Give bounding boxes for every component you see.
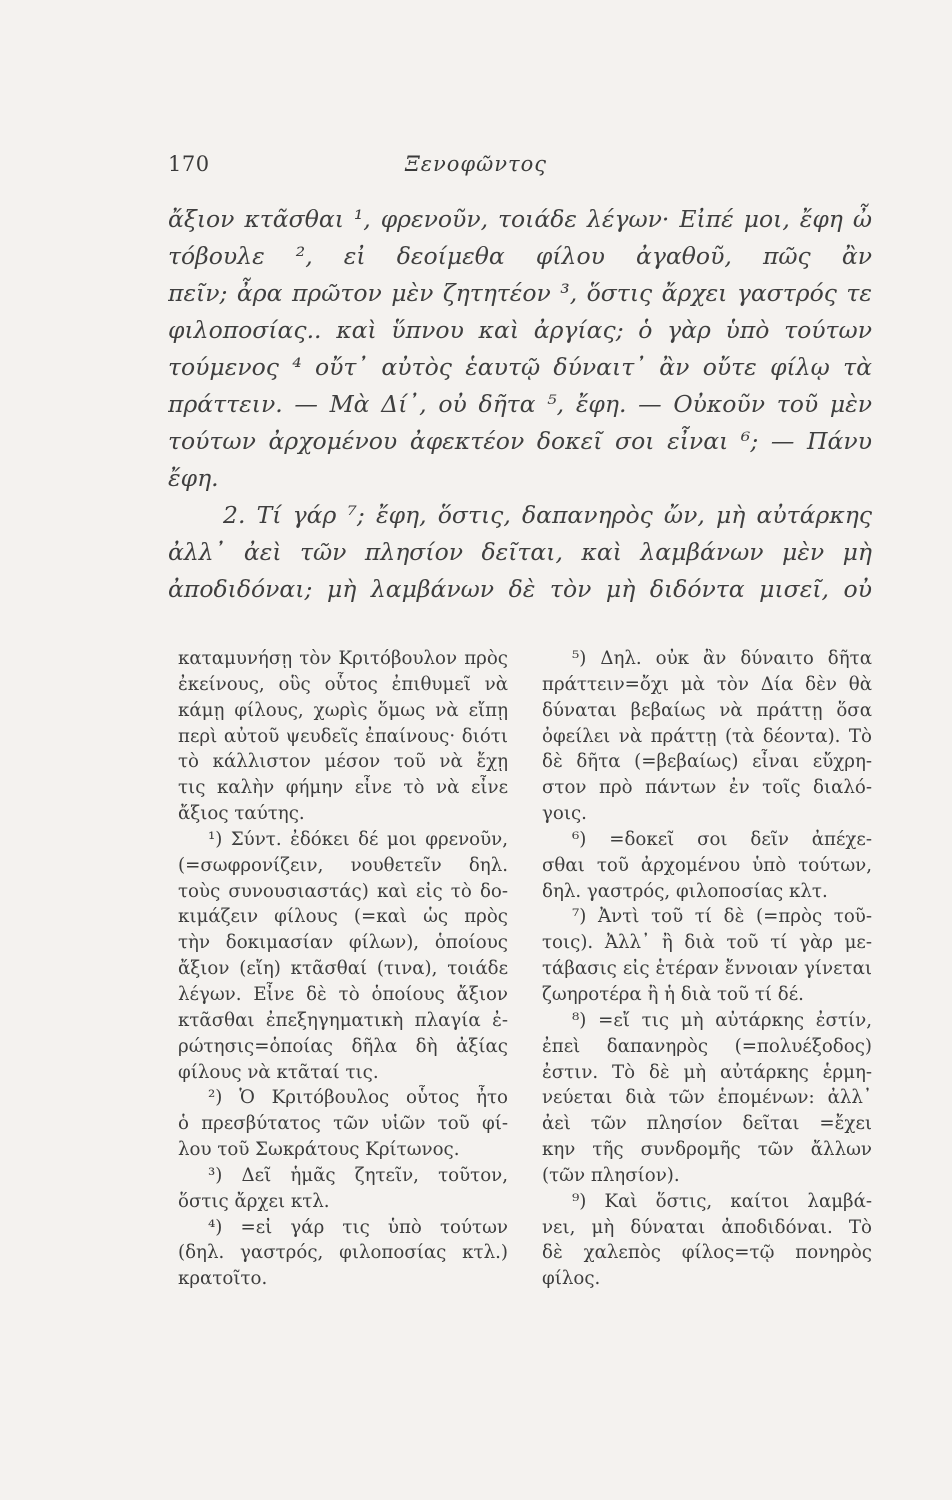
footnote-line: γοις. — [542, 803, 587, 825]
main-line: πράττειν. — Μὰ Δί᾽, οὐ δῆτα ⁵, ἔφη. — Οὐκοῦν τοῦ μὲν — [168, 390, 872, 418]
footnote-line: τις καλὴν φήμην εἶνε τὸ νὰ εἶνε — [178, 777, 508, 799]
footnote-line: ἐπεὶ δαπανηρὸς (=πολυέξοδος) — [542, 1035, 872, 1057]
footnote-line: τοις). Ἀλλ᾽ ἢ διὰ τοῦ τί γὰρ με- — [542, 932, 872, 954]
footnote-line: στον πρὸ πάντων ἐν τοῖς διαλό- — [542, 777, 872, 799]
footnote-line: ἄξιος ταύτης. — [178, 803, 305, 825]
footnote-line: δὲ δῆτα (=βεβαίως) εἶναι εὔχρη- — [542, 751, 872, 773]
main-line: ἔφη. — [168, 464, 219, 492]
footnotes-right-column — [542, 646, 872, 1292]
footnote-line: καταμυνήσῃ τὸν Κριτόβουλον πρὸς — [178, 648, 508, 669]
footnote-line: δηλ. γαστρός, φιλοποσίας κλτ. — [542, 880, 828, 902]
footnote-line: κιμάζειν φίλους (=καὶ ὡς πρὸς — [178, 906, 508, 928]
footnote-line: λέγων. Εἶνε δὲ τὸ ὁποίους ἄξιον — [178, 983, 508, 1005]
footnote-line: κρατοῖτο. — [178, 1268, 268, 1290]
footnote-line: τὸ κάλλιστον μέσον τοῦ νὰ ἔχῃ — [178, 751, 508, 773]
footnote-line: (τῶν πλησίον). — [542, 1164, 680, 1186]
footnote-line: κην τῆς συνδρομῆς τῶν ἄλλων — [542, 1139, 872, 1161]
footnote-line: ἐστιν. Τὸ δὲ μὴ αὐτάρκης ἑρμη- — [542, 1061, 872, 1083]
footnote-line: κτᾶσθαι ἐπεξηγηματικὴ πλαγία ἐ- — [178, 1009, 508, 1031]
footnote-line: δύναται βεβαίως νὰ πράττῃ ὅσα — [542, 699, 872, 721]
main-line: τούμενος ⁴ οὔτ᾽ αὐτὸς ἑαυτῷ δύναιτ᾽ ἂν οὔτε φίλῳ τὰ — [168, 353, 872, 381]
footnote-line: ²) Ὁ Κριτόβουλος οὗτος ἦτο — [208, 1087, 508, 1109]
footnote-line: ⁶) =δοκεῖ σοι δεῖν ἀπέχε- — [572, 828, 872, 850]
footnote-line: ⁷) Ἀντὶ τοῦ τί δὲ (=πρὸς τοῦ- — [572, 906, 872, 928]
footnote-line: τοὺς συνουσιαστάς) καὶ εἰς τὸ δο- — [178, 880, 508, 902]
footnote-line: ³) Δεῖ ἡμᾶς ζητεῖν, τοῦτον, — [208, 1164, 508, 1186]
footnote-line: ὁ πρεσβύτατος τῶν υἱῶν τοῦ φί- — [178, 1113, 508, 1135]
footnote-line: ⁵) Δηλ. οὐκ ἂν δύναιτο δῆτα — [572, 648, 872, 669]
footnote-line: σθαι τοῦ ἀρχομένου ὑπὸ τούτων, — [542, 854, 872, 876]
main-line: 2. Τί γάρ ⁷; ἔφη, ὅστις, δαπανηρὸς ὤν, μὴ αὐτάρκης — [223, 501, 872, 529]
footnote-line: περὶ αὐτοῦ ψευδεῖς ἐπαίνους· διότι — [178, 725, 508, 747]
footnote-line: λου τοῦ Σωκράτους Κρίτωνος. — [178, 1139, 460, 1161]
main-text — [168, 201, 872, 608]
running-title: Ξενοφῶντος — [404, 152, 548, 176]
footnote-line: τάβασις εἰς ἑτέραν ἔννοιαν γίνεται — [542, 958, 872, 980]
main-line: τούτων ἀρχομένου ἀφεκτέον δοκεῖ σοι εἶναι ⁶; — Πάνυ — [168, 427, 872, 455]
footnote-line: ζωηροτέρα ἢ ἡ διὰ τοῦ τί δέ. — [542, 983, 804, 1005]
footnotes-left-column — [178, 646, 508, 1292]
footnote-line: ὀφείλει νὰ πράττῃ (τὰ δέοντα). Τὸ — [542, 725, 872, 747]
footnote-line: τὴν δοκιμασίαν φίλων), ὁποίους — [178, 932, 508, 954]
footnote-line: δὲ χαλεπὸς φίλος=τῷ πονηρὸς — [542, 1242, 872, 1264]
footnote-line: νεύεται διὰ τῶν ἑπομένων: ἀλλ᾽ — [542, 1087, 872, 1109]
footnote-line: (=σωφρονίζειν, νουθετεῖν δηλ. — [178, 854, 508, 876]
footnote-line: κάμῃ φίλους, χωρὶς ὅμως νὰ εἴπῃ — [178, 699, 508, 721]
page-number: 170 — [168, 152, 210, 176]
main-line: φιλοποσίας.. καὶ ὕπνου καὶ ἀργίας; ὁ γὰρ ὑπὸ τούτων — [168, 316, 872, 344]
footnote-line: ¹) Σύντ. ἐδόκει δέ μοι φρενοῦν, — [208, 828, 508, 850]
footnote-line: ⁴) =εἰ γάρ τις ὑπὸ τούτων — [208, 1216, 508, 1238]
main-line: τόβουλε ², εἰ δεοίμεθα φίλου ἀγαθοῦ, πῶς ἂν — [168, 242, 872, 270]
footnote-line: πράττειν=ὄχι μὰ τὸν Δία δὲν θὰ — [542, 673, 872, 695]
main-line: ἀποδιδόναι; μὴ λαμβάνων δὲ τὸν μὴ διδόντα μισεῖ, οὐ — [168, 575, 872, 603]
footnote-line: ρώτησις=ὁποίας δῆλα δὴ ἀξίας — [178, 1035, 508, 1057]
footnote-line: ⁸) =εἴ τις μὴ αὐτάρκης ἐστίν, — [572, 1009, 872, 1031]
footnote-line: ὅστις ἄρχει κτλ. — [178, 1190, 330, 1212]
footnote-line: ⁹) Καὶ ὅστις, καίτοι λαμβά- — [572, 1190, 872, 1212]
footnote-line: (δηλ. γαστρός, φιλοποσίας κτλ.) — [178, 1242, 508, 1264]
footnote-line: φίλους νὰ κτᾶταί τις. — [178, 1061, 379, 1083]
footnote-line: ἄξιον (εἴη) κτᾶσθαί (τινα), τοιάδε — [178, 958, 508, 980]
main-line: ἄξιον κτᾶσθαι ¹, φρενοῦν, τοιάδε λέγων· Εἰπέ μοι, ἔφη ὦ — [168, 205, 872, 233]
footnote-line: ἀεὶ τῶν πλησίον δεῖται =ἔχει — [542, 1113, 872, 1135]
footnote-line: ἐκείνους, οὓς οὗτος ἐπιθυμεῖ νὰ — [178, 673, 508, 695]
footnote-line: φίλος. — [542, 1268, 601, 1290]
main-line: πεῖν; ἆρα πρῶτον μὲν ζητητέον ³, ὅστις ἄρχει γαστρός τε — [168, 279, 872, 307]
footnote-line: νει, μὴ δύναται ἀποδιδόναι. Τὸ — [542, 1216, 872, 1238]
main-line: ἀλλ᾽ ἀεὶ τῶν πλησίον δεῖται, καὶ λαμβάνων μὲν μὴ — [168, 538, 872, 566]
page-header — [0, 148, 952, 188]
